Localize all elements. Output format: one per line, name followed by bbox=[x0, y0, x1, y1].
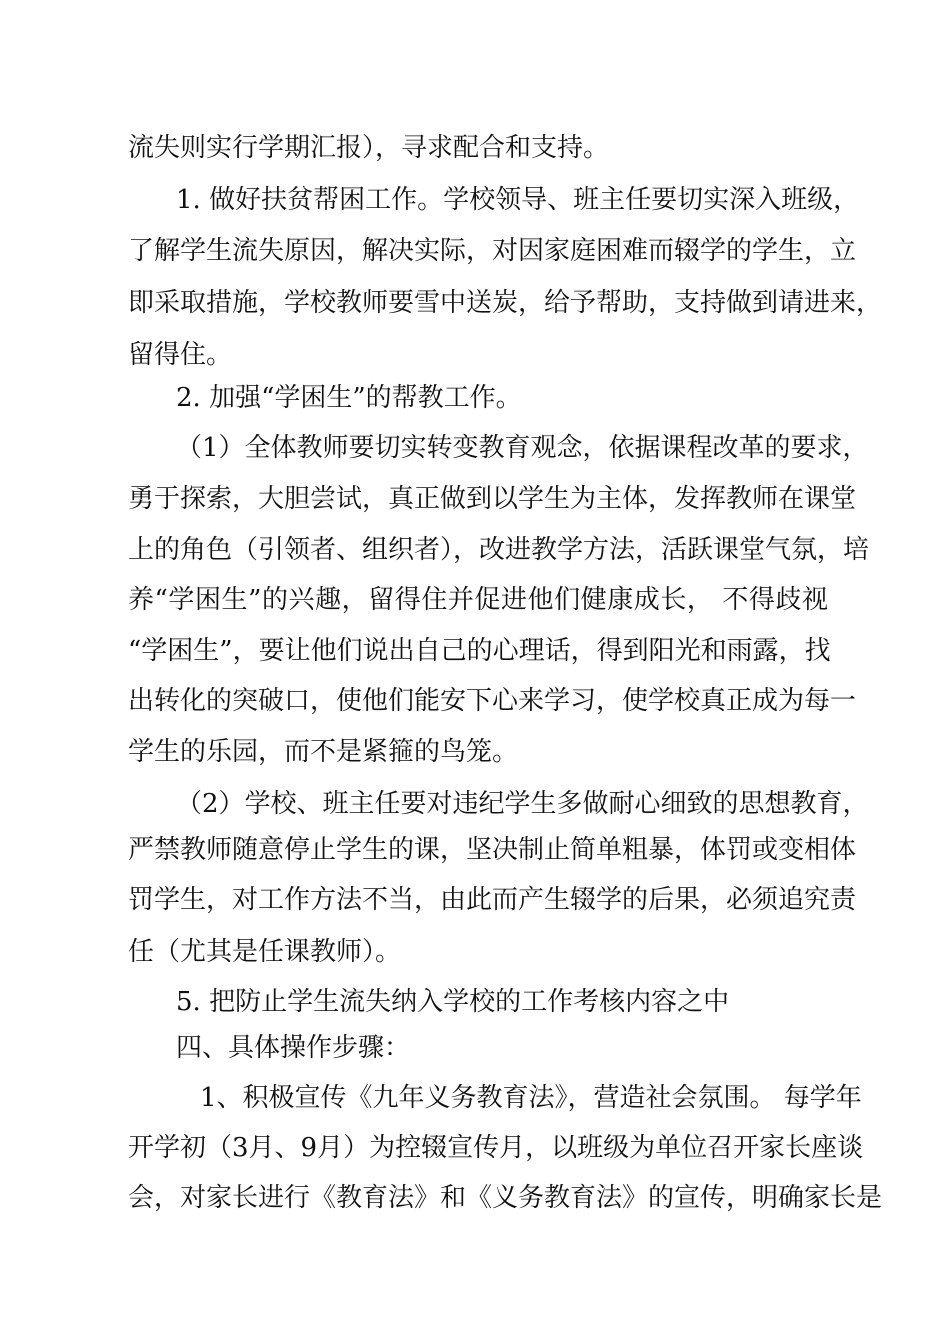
paragraph-line: 2. 加强“学困生”的帮教工作。 bbox=[176, 383, 522, 413]
paragraph-line: 1. 做好扶贫帮困工作。学校领导、班主任要切实深入班级， bbox=[176, 185, 860, 215]
paragraph-line: 勇于探索，大胆尝试，真正做到以学生为主体，发挥教师在课堂 bbox=[128, 484, 857, 514]
paragraph-line: 罚学生，对工作方法不当，由此而产生辍学的后果，必须追究责 bbox=[128, 885, 857, 915]
paragraph-line: 出转化的突破口，使他们能安下心来学习，使学校真正成为每一 bbox=[128, 686, 857, 716]
paragraph-line: 了解学生流失原因，解决实际，对因家庭困难而辍学的学生，立 bbox=[128, 236, 857, 266]
paragraph-line: 1、积极宣传《九年义务教育法》，营造社会氛围。 每学年 bbox=[200, 1083, 862, 1113]
paragraph-line: 严禁教师随意停止学生的课，坚决制止简单粗暴，体罚或变相体 bbox=[128, 835, 857, 865]
paragraph-line: （2）学校、班主任要对违纪学生多做耐心细致的思想教育， bbox=[176, 789, 869, 819]
paragraph-line: 流失则实行学期汇报），寻求配合和支持。 bbox=[128, 133, 610, 163]
paragraph-line: 即采取措施，学校教师要雪中送炭，给予帮助，支持做到请进来， bbox=[128, 288, 883, 318]
paragraph-line: 学生的乐园，而不是紧箍的鸟笼。 bbox=[128, 737, 519, 767]
paragraph-line: 会，对家长进行《教育法》和《义务教育法》的宣传，明确家长是 bbox=[128, 1183, 883, 1213]
paragraph-line: 5. 把防止学生流失纳入学校的工作考核内容之中 bbox=[176, 987, 730, 1017]
paragraph-line: 留得住。 bbox=[128, 340, 233, 370]
paragraph-line: “学困生”，要让他们说出自己的心理话，得到阳光和雨露，找 bbox=[128, 636, 831, 666]
paragraph-line: 上的角色（引领者、组织者），改进教学方法，活跃课堂气氛，培 bbox=[128, 535, 870, 565]
section-heading: 四、具体操作步骤： bbox=[176, 1033, 411, 1063]
paragraph-line: 任（尤其是任课教师）。 bbox=[128, 937, 402, 967]
paragraph-line: 养“学困生”的兴趣，留得住并促进他们健康成长， 不得歧视 bbox=[128, 585, 828, 615]
paragraph-line: （1）全体教师要切实转变教育观念，依据课程改革的要求， bbox=[176, 433, 869, 463]
paragraph-line: 开学初（3月、9月）为控辍宣传月，以班级为单位召开家长座谈 bbox=[128, 1133, 864, 1163]
